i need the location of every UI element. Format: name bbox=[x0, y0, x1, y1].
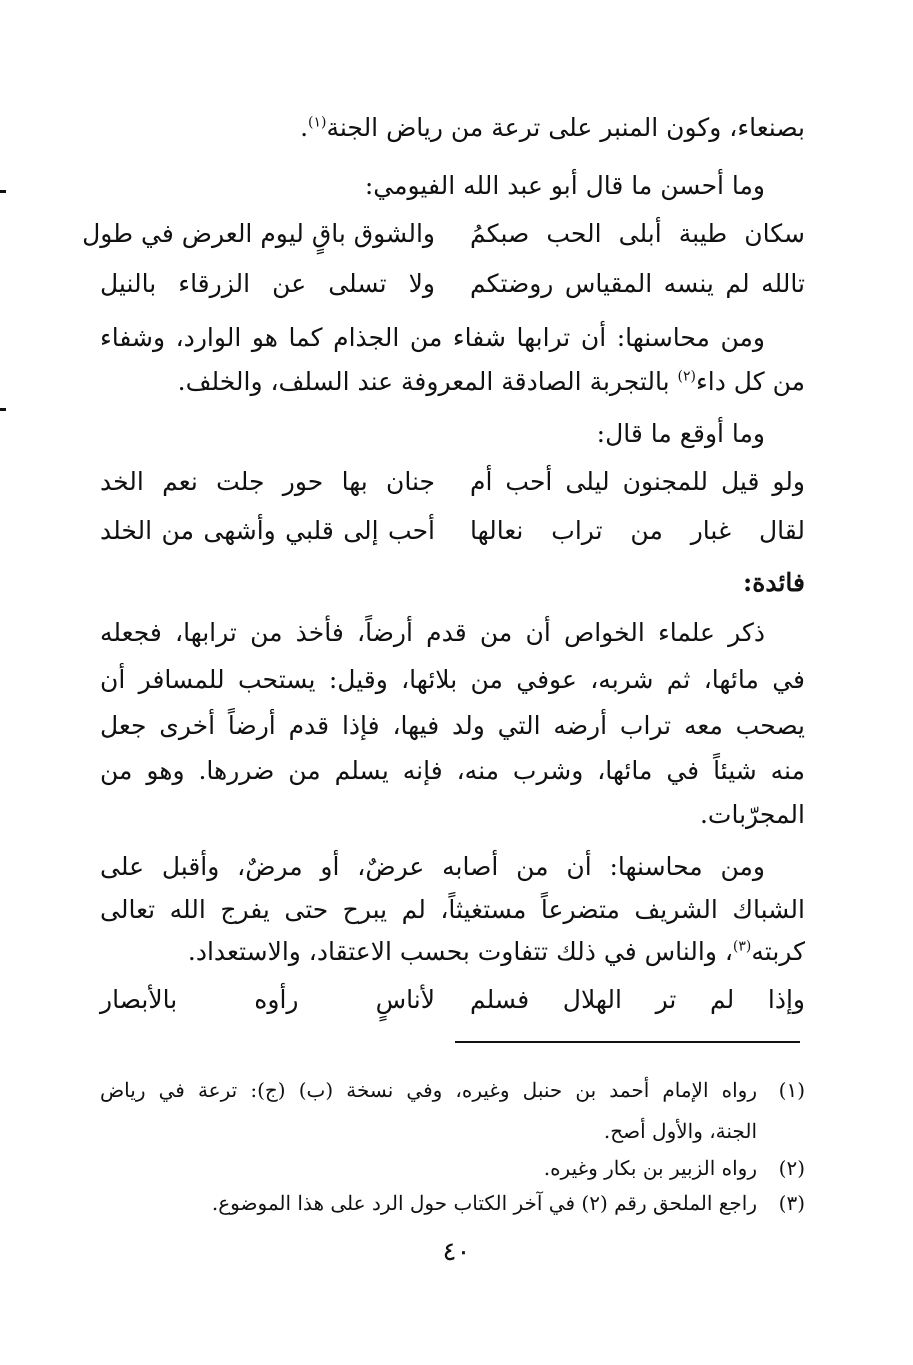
text-segment: . bbox=[300, 113, 309, 142]
verse-first-hemistich: لقال غبار من تراب نعالها bbox=[470, 516, 805, 545]
footnote-text: الجنة، والأول أصح. bbox=[603, 1119, 757, 1143]
verse-second-hemistich: جنان بها حور جلت نعم الخد bbox=[100, 467, 435, 496]
verse-first-hemistich: سكان طيبة أبلى الحب صبكمُ bbox=[470, 219, 805, 248]
text-line: منه شيئاً في مائها، وشرب منه، فإنه يسلم من ضررها. وهو من bbox=[100, 756, 805, 785]
text-line: المجرّبات. bbox=[699, 800, 805, 829]
verse-line bbox=[82, 214, 805, 254]
margin-mark bbox=[0, 408, 6, 411]
margin-mark bbox=[0, 190, 6, 193]
text-line: ومن محاسنها: أن من أصابه عرضٌ، أو مرضٌ، وأقبل على bbox=[100, 852, 765, 881]
verse-line bbox=[100, 980, 805, 1020]
verse-first-hemistich: ولو قيل للمجنون ليلى أحب أم bbox=[470, 467, 805, 496]
footnote-text: راجع الملحق رقم (٢) في آخر الكتاب حول الرد على هذا الموضوع. bbox=[211, 1191, 757, 1215]
footnote-number: (٢) bbox=[778, 1156, 805, 1180]
verse-line bbox=[100, 264, 805, 304]
page-number: ٤٠ bbox=[442, 1237, 471, 1267]
footnote-ref[interactable]: (٢) bbox=[677, 368, 697, 385]
footnote-number: (٣) bbox=[778, 1191, 805, 1215]
text-line bbox=[100, 362, 805, 402]
text-line: يصحب معه تراب أرضه التي ولد فيها، فإذا قدم أرضاً أخرى جعل bbox=[100, 711, 805, 740]
verse-second-hemistich: لأناسٍ رأوه بالأبصار bbox=[100, 985, 435, 1014]
verse-second-hemistich: ولا تسلى عن الزرقاء بالنيل bbox=[100, 269, 435, 298]
text-line: وما أوقع ما قال: bbox=[596, 419, 765, 448]
text-segment: ، والناس في ذلك تتفاوت بحسب الاعتقاد، والاستعداد. bbox=[187, 937, 733, 966]
text-line: ومن محاسنها: أن ترابها شفاء من الجذام كما هو الوارد، وشفاء bbox=[100, 323, 765, 352]
verse-second-hemistich: والشوق باقٍ ليوم العرض في طول bbox=[82, 219, 435, 248]
text-line: وما أحسن ما قال أبو عبد الله الفيومي: bbox=[364, 171, 765, 200]
verse-line bbox=[100, 511, 805, 551]
verse-first-hemistich: تالله لم ينسه المقياس روضتكم bbox=[470, 269, 805, 298]
text-line bbox=[100, 108, 805, 148]
text-segment: بصنعاء، وكون المنبر على ترعة من رياض الجنة bbox=[326, 113, 805, 142]
text-line: الشباك الشريف متضرعاً مستغيثاً، لم يبرح حتى يفرج الله تعالى bbox=[100, 895, 805, 924]
text-line: في مائها، ثم شربه، عوفي من بلائها، وقيل: يستحب للمسافر أن bbox=[100, 665, 805, 694]
text-segment: بالتجربة الصادقة المعروفة عند السلف، والخلف. bbox=[177, 367, 678, 396]
text-line bbox=[100, 932, 805, 972]
section-heading: فائدة: bbox=[743, 568, 805, 597]
text-line: ذكر علماء الخواص أن من قدم أرضاً، فأخذ من ترابها، فجعله bbox=[100, 618, 765, 647]
verse-first-hemistich: وإذا لم تر الهلال فسلم bbox=[470, 985, 805, 1014]
footnote-number: (١) bbox=[778, 1078, 805, 1102]
footnote-text: رواه الإمام أحمد بن حنبل وغيره، وفي نسخة (ب) (ج): ترعة في رياض bbox=[100, 1078, 757, 1102]
footnote-ref[interactable]: (٣) bbox=[732, 938, 752, 955]
footnote-separator bbox=[455, 1041, 800, 1043]
footnote-text: رواه الزبير بن بكار وغيره. bbox=[543, 1156, 757, 1180]
verse-line bbox=[100, 462, 805, 502]
text-segment: كربته bbox=[751, 937, 805, 966]
text-segment: من كل داء bbox=[696, 367, 805, 396]
footnote-ref[interactable]: (١) bbox=[308, 114, 327, 131]
verse-second-hemistich: أحب إلى قلبي وأشهى من الخلد bbox=[100, 516, 435, 545]
